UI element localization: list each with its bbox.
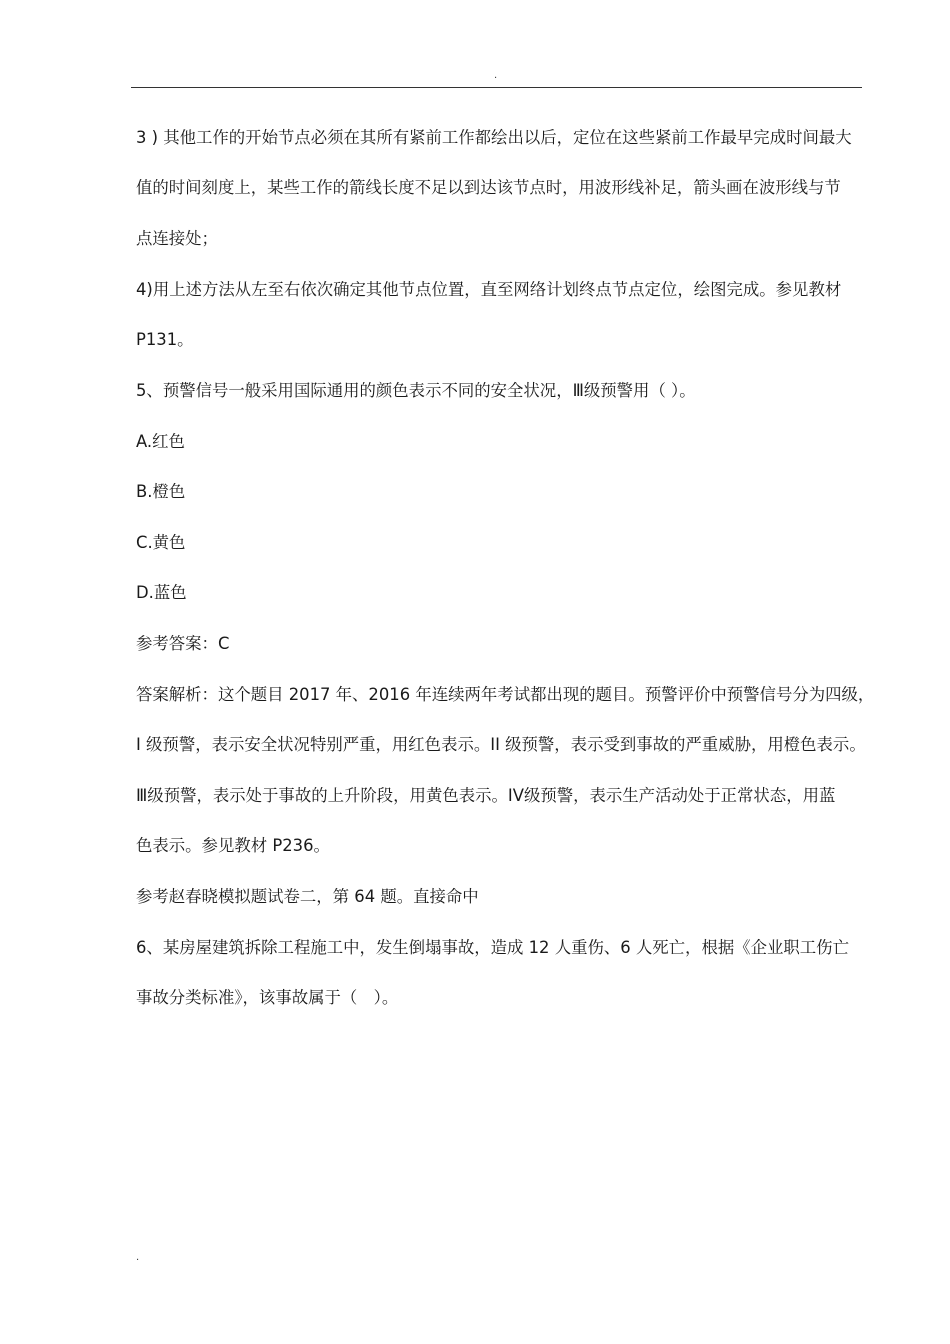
header-divider [131,87,862,88]
text-line: Ⅲ级预警，表示处于事故的上升阶段，用黄色表示。IV级预警，表示生产活动处于正常状态，用蓝 [136,786,836,805]
option-c: C.黄色 [136,533,186,552]
option-b: B.橙色 [136,482,186,501]
text-line: 4)用上述方法从左至右依次确定其他节点位置，直至网络计划终点节点定位，绘图完成。参见教材 [136,280,842,299]
text-line: 3 ) 其他工作的开始节点必须在其所有紧前工作都绘出以后，定位在这些紧前工作最早完成时间最大 [136,128,852,147]
text-line: 点连接处； [136,229,218,248]
option-a: A.红色 [136,432,185,451]
text-line: P131。 [136,330,194,349]
answer-analysis: 答案解析：这个题目 2017 年、2016 年连续两年考试都出现的题目。预警评价中预警信号分为四级， [136,685,875,704]
text-line: 事故分类标准》，该事故属于（ ）。 [136,988,399,1007]
text-line: 色表示。参见教材 P236。 [136,836,330,855]
option-d: D.蓝色 [136,583,187,602]
text-line: 值的时间刻度上，某些工作的箭线长度不足以到达该节点时，用波形线补足，箭头画在波形线与节 [136,178,841,197]
reference-note: 参考赵春晓模拟题试卷二，第 64 题。直接命中 [136,887,479,906]
reference-answer: 参考答案：C [136,634,230,653]
footer-mark: . [136,1252,140,1263]
question-5: 5、预警信号一般采用国际通用的颜色表示不同的安全状况，Ⅲ级预警用（ ）。 [136,381,696,400]
text-line: I 级预警，表示安全状况特别严重，用红色表示。II 级预警，表示受到事故的严重威胁，用橙色表示。 [136,735,866,754]
header-mark: . [494,70,498,81]
question-6: 6、某房屋建筑拆除工程施工中，发生倒塌事故，造成 12 人重伤、6 人死亡，根据《企业职工伤亡 [136,938,849,957]
